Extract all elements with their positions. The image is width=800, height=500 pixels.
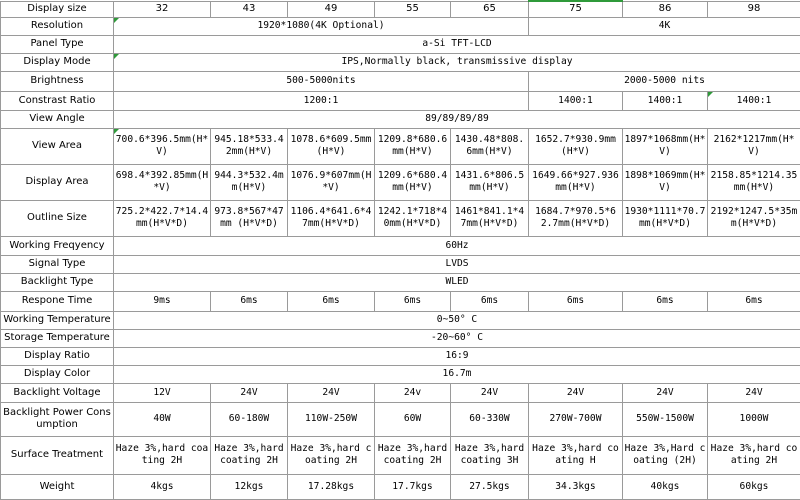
- value-cell: 89/89/89/89: [114, 110, 800, 128]
- value-cell: 2192*1247.5*35mm(H*V*D): [708, 200, 800, 236]
- row-label: Backlight Power Consumption: [1, 402, 114, 436]
- header-cell: 49: [288, 1, 375, 17]
- outline-size-row: [1, 200, 800, 236]
- value-cell: 0~50° C: [114, 311, 800, 329]
- header-cell: 65: [451, 1, 529, 17]
- value-cell: 270W-700W: [529, 402, 623, 436]
- value-cell: 2000-5000 nits: [529, 71, 800, 91]
- value-cell: 1200:1: [114, 91, 529, 110]
- value-cell: 1461*841.1*47mm(H*V*D): [451, 200, 529, 236]
- value-cell: 110W-250W: [288, 402, 375, 436]
- row-label: Display Ratio: [1, 347, 114, 365]
- value-cell: 17.28kgs: [288, 474, 375, 499]
- value-cell: 27.5kgs: [451, 474, 529, 499]
- value-cell: 60W: [375, 402, 451, 436]
- row-label: Storage Temperature: [1, 329, 114, 347]
- value-cell: Haze 3%,hard coating H: [529, 436, 623, 474]
- value-cell: 60-330W: [451, 402, 529, 436]
- value-cell: 1000W: [708, 402, 800, 436]
- value-cell: 4K: [529, 17, 800, 35]
- value-cell: 34.3kgs: [529, 474, 623, 499]
- resolution-row: [1, 17, 800, 35]
- value-cell: 6ms: [529, 291, 623, 311]
- brightness-row: [1, 71, 800, 91]
- value-cell: 2162*1217mm(H*V): [708, 128, 800, 164]
- value-cell: Haze 3%,Hard coating (2H): [623, 436, 708, 474]
- value-cell: 24v: [375, 383, 451, 402]
- value-cell: 24V: [211, 383, 288, 402]
- header-cell: Display size: [1, 1, 114, 17]
- value-cell: 9ms: [114, 291, 211, 311]
- value-cell: Haze 3%,hard coating 2H: [288, 436, 375, 474]
- value-cell: 1897*1068mm(H*V): [623, 128, 708, 164]
- value-cell: 60kgs: [708, 474, 800, 499]
- header-cell: 86: [623, 1, 708, 17]
- value-cell: 17.7kgs: [375, 474, 451, 499]
- display-area-row: [1, 164, 800, 200]
- response-row: [1, 291, 800, 311]
- value-cell: 500-5000nits: [114, 71, 529, 91]
- value-cell: 16.7m: [114, 365, 800, 383]
- row-label: Outline Size: [1, 200, 114, 236]
- value-cell: 6ms: [708, 291, 800, 311]
- contrast-row: [1, 91, 800, 110]
- header-row: [1, 1, 800, 17]
- value-cell: 1898*1069mm(H*V): [623, 164, 708, 200]
- value-cell: 1430.48*808.6mm(H*V): [451, 128, 529, 164]
- value-cell: Haze 3%,hard coating 2H: [708, 436, 800, 474]
- backlight-power-row: [1, 402, 800, 436]
- row-label: Surface Treatment: [1, 436, 114, 474]
- value-cell: 40kgs: [623, 474, 708, 499]
- display-color-row: [1, 365, 800, 383]
- row-label: View Angle: [1, 110, 114, 128]
- value-cell: 550W-1500W: [623, 402, 708, 436]
- value-cell: 6ms: [211, 291, 288, 311]
- value-cell: LVDS: [114, 255, 800, 273]
- value-cell: WLED: [114, 273, 800, 291]
- value-cell: 24V: [708, 383, 800, 402]
- row-label: Working Freqyency: [1, 236, 114, 255]
- value-cell: 1209.6*680.4mm(H*V): [375, 164, 451, 200]
- signal-row: [1, 255, 800, 273]
- working-temp-row: [1, 311, 800, 329]
- view-angle-row: [1, 110, 800, 128]
- value-cell: 1076.9*607mm(H*V): [288, 164, 375, 200]
- value-cell: 1431.6*806.5mm(H*V): [451, 164, 529, 200]
- value-cell: 1209.8*680.6mm(H*V): [375, 128, 451, 164]
- value-cell: 6ms: [451, 291, 529, 311]
- row-label: View Area: [1, 128, 114, 164]
- row-label: Working Temperature: [1, 311, 114, 329]
- value-cell: 1106.4*641.6*47mm(H*V*D): [288, 200, 375, 236]
- value-cell: 40W: [114, 402, 211, 436]
- row-label: Panel Type: [1, 35, 114, 53]
- row-label: Display Mode: [1, 53, 114, 71]
- row-label: Weight: [1, 474, 114, 499]
- value-cell: 698.4*392.85mm(H*V): [114, 164, 211, 200]
- value-cell: 1400:1: [529, 91, 623, 110]
- value-cell: 24V: [451, 383, 529, 402]
- value-cell: 12kgs: [211, 474, 288, 499]
- header-cell: 43: [211, 1, 288, 17]
- row-label: Respone Time: [1, 291, 114, 311]
- display-mode-row: [1, 53, 800, 71]
- value-cell: 60Hz: [114, 236, 800, 255]
- backlight-voltage-row: [1, 383, 800, 402]
- row-label: Brightness: [1, 71, 114, 91]
- value-cell: 1400:1: [623, 91, 708, 110]
- value-cell: 1930*1111*70.7mm(H*V*D): [623, 200, 708, 236]
- frequency-row: [1, 236, 800, 255]
- value-cell: 6ms: [623, 291, 708, 311]
- row-label: Resolution: [1, 17, 114, 35]
- value-cell: 24V: [529, 383, 623, 402]
- row-label: Constrast Ratio: [1, 91, 114, 110]
- value-cell: 1078.6*609.5mm(H*V): [288, 128, 375, 164]
- value-cell: 24V: [623, 383, 708, 402]
- header-cell: 98: [708, 1, 800, 17]
- value-cell: 945.18*533.42mm(H*V): [211, 128, 288, 164]
- value-cell: Haze 3%,hard coating 3H: [451, 436, 529, 474]
- value-cell: 1920*1080(4K Optional): [114, 17, 529, 35]
- row-label: Backlight Type: [1, 273, 114, 291]
- panel-type-row: [1, 35, 800, 53]
- header-cell-selected: 75: [529, 1, 623, 17]
- value-cell: 1400:1: [708, 91, 800, 110]
- value-cell: 1684.7*970.5*62.7mm(H*V*D): [529, 200, 623, 236]
- surface-row: [1, 436, 800, 474]
- value-cell: a-Si TFT-LCD: [114, 35, 800, 53]
- value-cell: IPS,Normally black, transmissive display: [114, 53, 800, 71]
- backlight-type-row: [1, 273, 800, 291]
- value-cell: Haze 3%,hard coating 2H: [114, 436, 211, 474]
- value-cell: 1652.7*930.9mm(H*V): [529, 128, 623, 164]
- value-cell: 6ms: [288, 291, 375, 311]
- weight-row: [1, 474, 800, 499]
- value-cell: 4kgs: [114, 474, 211, 499]
- value-cell: 16:9: [114, 347, 800, 365]
- display-ratio-row: [1, 347, 800, 365]
- value-cell: 60-180W: [211, 402, 288, 436]
- header-cell: 55: [375, 1, 451, 17]
- value-cell: 700.6*396.5mm(H*V): [114, 128, 211, 164]
- value-cell: 1649.66*927.936mm(H*V): [529, 164, 623, 200]
- value-cell: 944.3*532.4mm(H*V): [211, 164, 288, 200]
- row-label: Display Color: [1, 365, 114, 383]
- value-cell: Haze 3%,hard coating 2H: [211, 436, 288, 474]
- value-cell: 6ms: [375, 291, 451, 311]
- value-cell: Haze 3%,hard coating 2H: [375, 436, 451, 474]
- header-cell: 32: [114, 1, 211, 17]
- value-cell: -20~60° C: [114, 329, 800, 347]
- row-label: Display Area: [1, 164, 114, 200]
- value-cell: 973.8*567*47mm (H*V*D): [211, 200, 288, 236]
- value-cell: 24V: [288, 383, 375, 402]
- row-label: Backlight Voltage: [1, 383, 114, 402]
- value-cell: 2158.85*1214.35mm(H*V): [708, 164, 800, 200]
- value-cell: 725.2*422.7*14.4mm(H*V*D): [114, 200, 211, 236]
- storage-temp-row: [1, 329, 800, 347]
- row-label: Signal Type: [1, 255, 114, 273]
- value-cell: 12V: [114, 383, 211, 402]
- value-cell: 1242.1*718*40mm(H*V*D): [375, 200, 451, 236]
- view-area-row: [1, 128, 800, 164]
